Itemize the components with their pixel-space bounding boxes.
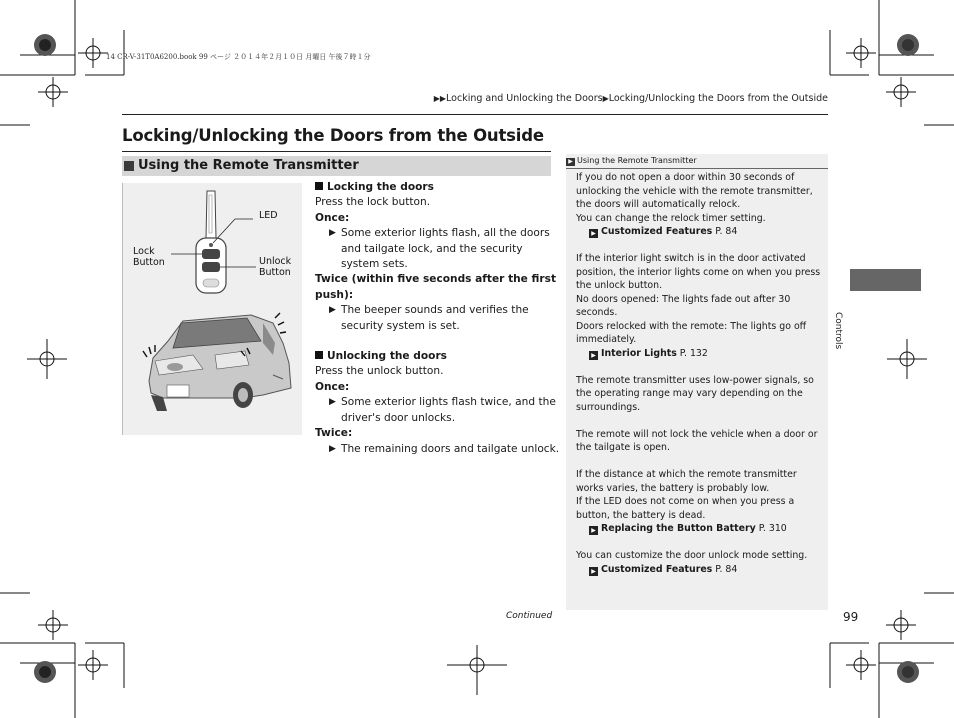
locking-heading-text: Locking the doors: [327, 181, 434, 193]
sidebar-paragraph: The remote transmitter uses low-power signals, so the operating range may vary depending on the surroundings.: [576, 374, 814, 413]
reference-page: P. 132: [679, 347, 708, 359]
unlocking-twice-result: [315, 442, 560, 457]
notes-sidebar: [566, 154, 828, 610]
reference-page: P. 84: [715, 563, 738, 575]
locking-once-label: Once:: [315, 211, 350, 224]
locking-once-text: Some exterior lights flash, all the doors and tailgate lock, and the security system sets.: [341, 227, 550, 271]
locking-twice-label: Twice (within five seconds after the first push):: [315, 273, 557, 301]
unlocking-once-text: Some exterior lights flash twice, and the driver's door unlocks.: [341, 396, 556, 424]
locking-twice-text: The beeper sounds and verifies the security system is set.: [341, 304, 529, 332]
sidebar-paragraph: No doors opened: The lights fade out after 30 seconds.: [576, 293, 791, 318]
lock-label-line1: Lock: [133, 246, 155, 257]
sidebar-paragraph: If the LED does not come on when you press a button, the battery is dead.: [576, 496, 795, 521]
unlocking-once-result: [315, 395, 560, 426]
remote-and-car-illustration: [122, 183, 302, 435]
locking-once-result: [315, 226, 560, 272]
section-header: [122, 156, 551, 176]
sidebar-paragraph: If the distance at which the remote transmitter works varies, the battery is probably low.: [576, 469, 797, 494]
heading-square-icon: [315, 351, 323, 359]
breadcrumb: [434, 93, 828, 104]
locking-instruction: Press the lock button.: [315, 196, 431, 209]
reference-arrow-icon: ▶: [589, 526, 598, 535]
triangle-right-icon: ▶: [329, 397, 336, 408]
sidebar-body: [576, 171, 822, 576]
reference-arrow-icon: ▶: [589, 229, 598, 238]
led-label: LED: [259, 210, 278, 221]
breadcrumb-item-locking-unlocking[interactable]: Locking and Unlocking the Doors: [446, 93, 603, 104]
car-illustration: [149, 315, 291, 411]
section-square-icon: [124, 161, 134, 171]
sidebar-paragraph: If the interior light switch is in the door activated position, the interior lights come on when you press the unlock button.: [576, 253, 821, 291]
instructions-column: [315, 180, 560, 457]
reference-arrow-icon: ▶: [589, 351, 598, 360]
lock-button-label: [133, 246, 165, 268]
locking-heading: [315, 180, 560, 195]
reference-title: Customized Features: [601, 563, 713, 575]
unlock-button-label: [259, 256, 291, 278]
note-icon: ▶: [566, 158, 575, 166]
reference-title: Interior Lights: [601, 347, 677, 359]
breadcrumb-arrows-icon: ▶▶: [433, 94, 447, 103]
triangle-right-icon: ▶: [329, 305, 336, 316]
chapter-tab-label: Controls: [833, 312, 843, 350]
unlock-label-line1: Unlock: [259, 256, 292, 267]
unlocking-twice-text: The remaining doors and tailgate unlock.: [341, 442, 560, 455]
sidebar-paragraph: You can change the relock timer setting.: [576, 212, 766, 224]
triangle-right-icon: ▶: [329, 443, 336, 454]
reference-link-customized-features-2[interactable]: [576, 563, 822, 577]
unlocking-instruction: Press the unlock button.: [315, 365, 444, 378]
reference-link-interior-lights[interactable]: [576, 347, 822, 361]
reference-title: Customized Features: [601, 226, 713, 237]
unlocking-heading-text: Unlocking the doors: [327, 350, 447, 363]
sidebar-paragraph: The remote will not lock the vehicle when a door or the tailgate is open.: [576, 428, 818, 453]
page-title: Locking/Unlocking the Doors from the Outside: [122, 126, 544, 145]
title-rule: [122, 151, 551, 152]
reference-page: P. 84: [715, 226, 738, 237]
reference-arrow-icon: ▶: [589, 567, 598, 576]
sidebar-header-text: Using the Remote Transmitter: [577, 156, 697, 165]
reference-link-customized-features[interactable]: [576, 225, 822, 239]
lock-label-line2: Button: [133, 257, 165, 268]
breadcrumb-item-current: Locking/Unlocking the Doors from the Outside: [608, 93, 828, 104]
breadcrumb-separator-icon: ▶: [602, 94, 609, 103]
book-file-info: 14 CR-V-31T0A6200.book 99 ページ ２０１４年２月１０日 月曜日 午後７時１分: [106, 53, 371, 61]
unlocking-twice-label: Twice:: [315, 427, 353, 440]
sidebar-paragraph: If you do not open a door within 30 seconds of unlocking the vehicle with the remote transmitter, the doors will automatically relock.: [576, 172, 813, 210]
section-title: Using the Remote Transmitter: [138, 158, 359, 173]
sidebar-header: [566, 154, 828, 169]
header-rule: [122, 114, 828, 115]
locking-twice-result: [315, 303, 560, 334]
reference-title: Replacing the Button Battery: [601, 523, 756, 534]
continued-label: Continued: [506, 611, 553, 621]
reference-page: P. 310: [758, 523, 787, 534]
sidebar-paragraph: You can customize the door unlock mode setting.: [576, 550, 808, 561]
chapter-tab[interactable]: [850, 269, 921, 291]
unlocking-once-label: Once:: [315, 380, 350, 393]
unlock-label-line2: Button: [259, 267, 291, 278]
page-number: 99: [843, 610, 859, 624]
sidebar-paragraph: Doors relocked with the remote: The lights go off immediately.: [576, 320, 807, 345]
heading-square-icon: [315, 182, 323, 190]
triangle-right-icon: ▶: [329, 228, 336, 239]
reference-link-replacing-battery[interactable]: [576, 522, 822, 536]
unlocking-heading: [315, 349, 560, 364]
